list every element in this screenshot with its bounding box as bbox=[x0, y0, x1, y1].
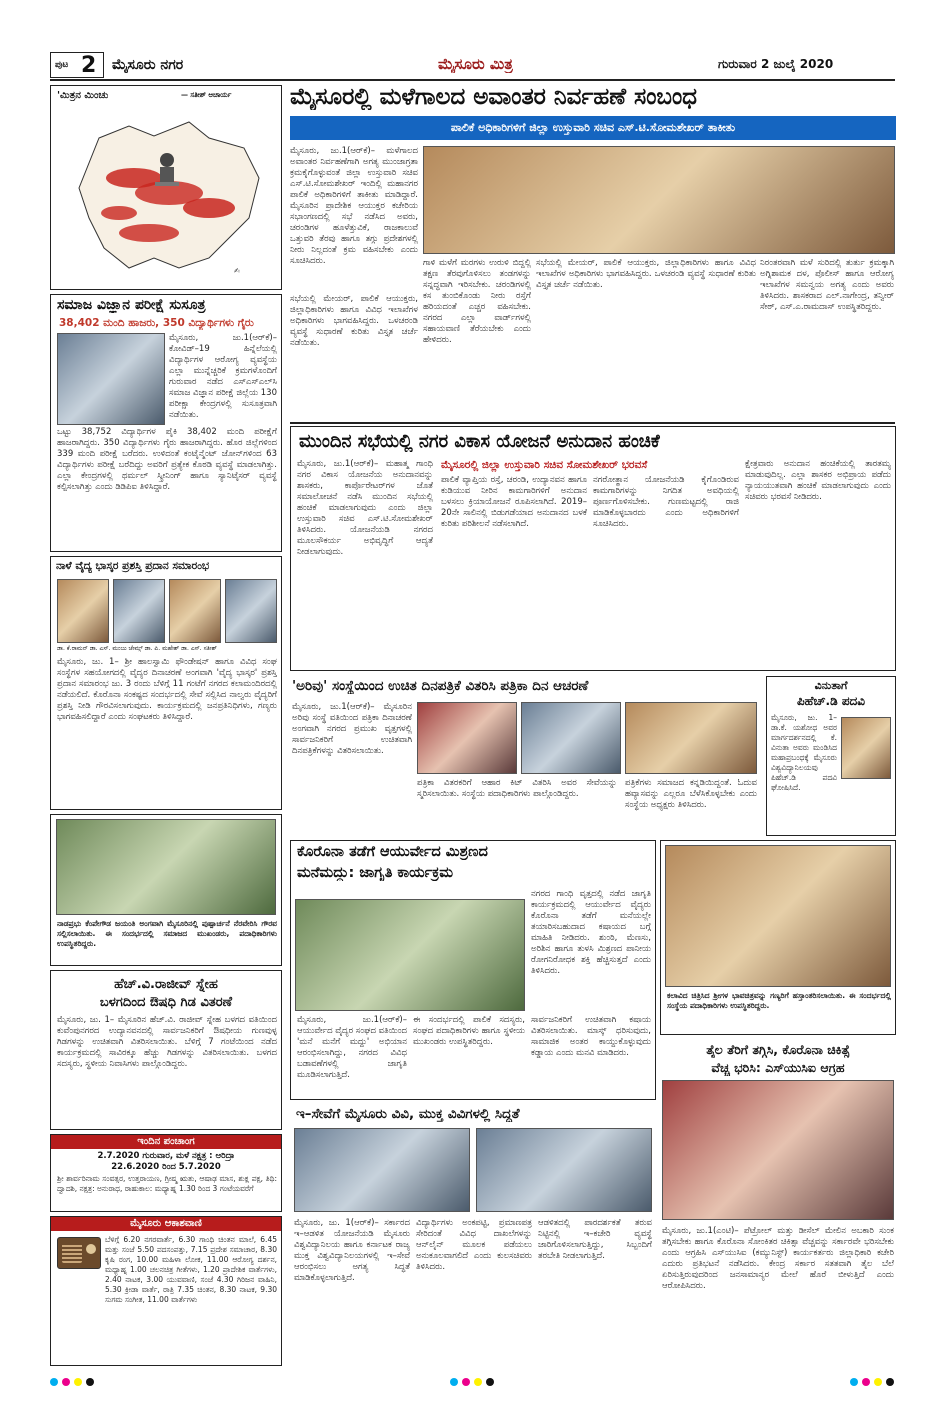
phd-body: ಮೈಸೂರು, ಜು. 1– ಡಾ.ಕೆ. ಯಶೋಧ ಅವರ ಮಾರ್ಗದರ್ಶನದಲ್ಲಿ ಕೆ. ವಿನುತಾ ಅವರು ಮಂಡಿಸಿದ ಮಹಾಪ್ರಬಂಧಕ್ಕೆ ಮೈಸೂರು ವಿಶ್ವವಿದ್ಯಾನಿಲಯವು ಪಿಹೆಚ್.ಡಿ ಪದವಿ ಘೋಷಿಸಿದೆ. bbox=[771, 713, 837, 792]
rajeev-headline-1: ಹೆಚ್.ವಿ.ರಾಜೀವ್ ಸ್ನೇಹ bbox=[114, 977, 218, 992]
phd-headline-2: ಪಿಹೆಚ್.ಡಿ ಪದವಿ bbox=[796, 694, 866, 708]
rajeev-story bbox=[50, 970, 282, 1130]
cartoon-box bbox=[50, 85, 282, 290]
lead-body-1b: ಸಭೆಯಲ್ಲಿ ಮೇಯರ್, ಪಾಲಿಕೆ ಆಯುಕ್ತರು, ಜಿಲ್ಲಾಧಿಕಾರಿಗಳು ಹಾಗೂ ವಿವಿಧ ಇಲಾಖೆಗಳ ಅಧಿಕಾರಿಗಳು ಭಾಗವಹಿಸಿದ್ದರು. ಒಳಚರಂಡಿ ವ್ಯವಸ್ಥೆ ಸುಧಾರಣೆ ಕುರಿತು ವಿಸ್ತೃತ ಚರ್ಚೆ ನಡೆಯಿತು. bbox=[290, 294, 418, 348]
arivu-headline: 'ಅರಿವು' ಸಂಸ್ಥೆಯಿಂದ ಉಚಿತ ದಿನಪತ್ರಿಕೆ ವಿತರಿಸಿ ಪತ್ರಿಕಾ ದಿನ ಆಚರಣೆ bbox=[292, 678, 589, 694]
section-title: ಮೈಸೂರು ನಗರ bbox=[112, 57, 184, 73]
rajeev-headline-2: ಬಳಗದಿಂದ ಔಷಧಿ ಗಿಡ ವಿತರಣೆ bbox=[99, 995, 233, 1010]
ayur-headline-1: ಕೊರೊನಾ ತಡೆಗೆ ಆಯುರ್ವೇದ ಮಿಶ್ರಣದ bbox=[297, 844, 488, 860]
award-body: ಮೈಸೂರು, ಜು. 1– ಶ್ರೀ ಹಾಲಸ್ವಾಮಿ ಫೌಂಡೇಷನ್ ಹಾಗೂ ವಿವಿಧ ಸಂಘ ಸಂಸ್ಥೆಗಳ ಸಹಯೋಗದಲ್ಲಿ ವೈದ್ಯರ ದಿನಾಚರಣೆ ಅಂಗವಾಗಿ 'ವೈದ್ಯ ಭಾಸ್ಕರ' ಪ್ರಶಸ್ತಿ ಪ್ರದಾನ ಸಮಾರಂಭ ಜು. 3 ರಂದು ಬೆಳಿಗ್ಗೆ 11 ಗಂಟೆಗೆ ನಗರದ ಕಲಾಮಂದಿರದಲ್ಲಿ ನಡೆಯಲಿದೆ. ಕೊರೊನಾ ಸಂಕಷ್ಟದ ಸಂದರ್ಭದಲ್ಲಿ ಸೇವೆ ಸಲ್ಲಿಸಿದ ನಾಲ್ವರು ವೈದ್ಯರಿಗೆ ಪ್ರಶಸ್ತಿ ನೀಡಿ ಗೌರವಿಸಲಾಗುವುದು. ಕಾರ್ಯಕ್ರಮದಲ್ಲಿ ಜನಪ್ರತಿನಿಧಿಗಳು, ಗಣ್ಯರು ಭಾಗವಹಿಸಲಿದ್ದಾರೆ ಎಂದು ಸಂಘಟಕರು ತಿಳಿಸಿದ್ದಾರೆ. bbox=[57, 657, 277, 722]
page-number-box bbox=[50, 52, 104, 78]
svg-text:✍: ✍ bbox=[234, 267, 240, 275]
eseva-body-3: ಆಡಳಿತದಲ್ಲಿ ಪಾರದರ್ಶಕತೆ ತರುವ ನಿಟ್ಟಿನಲ್ಲಿ ಇ–ಕಚೇರಿ ವ್ಯವಸ್ಥೆ ಜಾರಿಗೊಳಿಸಲಾಗುತ್ತಿದ್ದು, ಸಿಬ್ಬಂದಿಗೆ ತರಬೇತಿ ನೀಡಲಾಗುತ್ತಿದೆ. bbox=[538, 1218, 652, 1261]
arivu-photo-1 bbox=[417, 702, 517, 774]
ayur-headline-2: ಮನೆಮದ್ದು: ಜಾಗೃತಿ ಕಾರ್ಯಕ್ರಮ bbox=[297, 865, 454, 881]
exam-body-1: ಮೈಸೂರು, ಜು.1(ಆರ್‌ಕೆ)– ಕೋವಿಡ್–19 ಹಿನ್ನೆಲೆಯಲ್ಲಿ ವಿದ್ಯಾರ್ಥಿಗಳ ಆರೋಗ್ಯ ವ್ಯವಸ್ಥೆಯ ಎಲ್ಲಾ ಮುನ್ನೆಚ್ಚರಿಕೆ ಕ್ರಮಗಳೊಂದಿಗೆ ಗುರುವಾರ ನಡೆದ ಎಸ್‌ಎಸ್‌ಎಲ್‌ಸಿ ಸಮಾಜ ವಿಜ್ಞಾನ ಪರೀಕ್ಷೆ ಜಿಲ್ಲೆಯ 130 ಪರೀಕ್ಷಾ ಕೇಂದ್ರಗಳಲ್ಲಿ ಸುಸೂತ್ರವಾಗಿ ನಡೆಯಿತು. bbox=[169, 333, 277, 420]
ayur-body-1: ನಗರದ ಗಾಂಧಿ ವೃತ್ತದಲ್ಲಿ ನಡೆದ ಜಾಗೃತಿ ಕಾರ್ಯಕ್ರಮದಲ್ಲಿ ಆಯುರ್ವೇದ ವೈದ್ಯರು ಕೊರೊನಾ ತಡೆಗೆ ಮನೆಯಲ್ಲೇ ತಯಾರಿಸಬಹುದಾದ ಕಷಾಯದ ಬಗ್ಗೆ ಮಾಹಿತಿ ನೀಡಿದರು. ಶುಂಠಿ, ಮೆಣಸು, ಅರಿಶಿನ ಹಾಗೂ ತುಳಸಿ ಮಿಶ್ರಣದ ಪಾನೀಯ ರೋಗನಿರೋಧಕ ಶಕ್ತಿ ಹೆಚ್ಚಿಸುತ್ತದೆ ಎಂದು ತಿಳಿಸಿದರು. bbox=[531, 889, 651, 976]
group-photo-caption: ನಾಡಪ್ರಭು ಕೆಂಪೇಗೌಡ ಜಯಂತಿ ಅಂಗವಾಗಿ ಮೈಸೂರಿನಲ್ಲಿ ಪುಷ್ಪಾರ್ಚನೆ ನೆರವೇರಿಸಿ ಗೌರವ ಸಲ್ಲಿಸಲಾಯಿತು. ಈ ಸಂದರ್ಭದಲ್ಲಿ ಸಮಾಜದ ಮುಖಂಡರು, ಪದಾಧಿಕಾರಿಗಳು ಉಪಸ್ಥಿತರಿದ್ದರು. bbox=[57, 919, 277, 948]
exam-story bbox=[50, 294, 282, 552]
oil-body: ಮೈಸೂರು, ಜು.1(ಎಂಟಿ)– ಪೆಟ್ರೋಲ್ ಮತ್ತು ಡೀಸೆಲ್ ಮೇಲಿನ ಅಬಕಾರಿ ಸುಂಕ ತಗ್ಗಿಸಬೇಕು ಹಾಗೂ ಕೊರೊನಾ ಸೋಂಕಿತರ ಚಿಕಿತ್ಸಾ ವೆಚ್ಚವನ್ನು ಸರ್ಕಾರವೇ ಭರಿಸಬೇಕು ಎಂದು ಆಗ್ರಹಿಸಿ ಎಸ್‌ಯುಸಿಐ (ಕಮ್ಯುನಿಸ್ಟ್) ಕಾರ್ಯಕರ್ತರು ಜಿಲ್ಲಾಧಿಕಾರಿ ಕಚೇರಿ ಎದುರು ಪ್ರತಿಭಟನೆ ನಡೆಸಿದರು. ಕೇಂದ್ರ ಸರ್ಕಾರ ಸತತವಾಗಿ ತೈಲ ಬೆಲೆ ಏರಿಸುತ್ತಿರುವುದರಿಂದ ಜನಸಾಮಾನ್ಯರ ಮೇಲೆ ಹೊರೆ ಬೀಳುತ್ತಿದೆ ಎಂದು ಆರೋಪಿಸಿದರು. bbox=[662, 1226, 894, 1291]
arivu-body-2: ಪತ್ರಿಕಾ ವಿತರಕರಿಗೆ ಆಹಾರ ಕಿಟ್ ವಿತರಿಸಿ ಅವರ ಸೇವೆಯನ್ನು ಸ್ಮರಿಸಲಾಯಿತು. ಸಂಸ್ಥೆಯ ಪದಾಧಿಕಾರಿಗಳು ಪಾಲ್ಗೊಂಡಿದ್ದರು. bbox=[417, 778, 617, 799]
portrait-photo bbox=[665, 845, 891, 987]
oil-headline-2: ವೆಚ್ಚ ಭರಿಸಿ: ಎಸ್‌ಯುಸಿಐ ಆಗ್ರಹ bbox=[711, 1060, 845, 1075]
arivu-photo-2 bbox=[521, 702, 621, 774]
dev-body-2: ಪಾಲಿಕೆ ವ್ಯಾಪ್ತಿಯ ರಸ್ತೆ, ಚರಂಡಿ, ಉದ್ಯಾನವನ ಹಾಗೂ ಕುಡಿಯುವ ನೀರಿನ ಕಾಮಗಾರಿಗಳಿಗೆ ಅನುದಾನ ಬಳಸಲು ಕ್ರಿಯಾಯೋಜನೆ ರೂಪಿಸಲಾಗಿದೆ. 2019–20ನೇ ಸಾಲಿನಲ್ಲಿ ಬಿಡುಗಡೆಯಾದ ಅನುದಾನದ ಬಳಕೆ ಕುರಿತು ಪರಿಶೀಲನೆ ನಡೆಸಲಾಗಿದೆ. bbox=[441, 475, 587, 529]
dev-subhead: ಮೈಸೂರಲ್ಲಿ ಜಿಲ್ಲಾ ಉಸ್ತುವಾರಿ ಸಚಿವ ಸೋಮಶೇಖರ್ ಭರವಸೆ bbox=[441, 459, 648, 471]
eseva-photo-2 bbox=[476, 1128, 652, 1212]
cartoon-artist: — ಸತೀಶ್ ಆಚಾರ್ಯ bbox=[181, 91, 232, 99]
page-header bbox=[50, 52, 895, 78]
award-photo-3 bbox=[169, 579, 221, 643]
award-photo-2 bbox=[113, 579, 165, 643]
portrait-caption: ಕಲಾವಿದ ಚಿತ್ರಿಸಿದ ಶ್ರೀಗಳ ಭಾವಚಿತ್ರವನ್ನು ಗಣ್ಯರಿಗೆ ಹಸ್ತಾಂತರಿಸಲಾಯಿತು. ಈ ಸಂದರ್ಭದಲ್ಲಿ ಸಂಸ್ಥೆಯ ಪದಾಧಿಕಾರಿಗಳು ಉಪಸ್ಥಿತರಿದ್ದರು. bbox=[667, 991, 891, 1010]
lead-rule bbox=[290, 422, 895, 424]
eseva-story bbox=[290, 1104, 656, 1370]
lead-photo bbox=[423, 146, 895, 254]
panchanga-line-1: 2.7.2020 ಗುರುವಾರ, ಮಳೆ ನಕ್ಷತ್ರ : ಆರಿದ್ರಾ bbox=[97, 1151, 235, 1161]
arivu-body-3: ಪತ್ರಿಕೆಗಳು ಸಮಾಜದ ಕನ್ನಡಿಯಿದ್ದಂತೆ. ಓದುವ ಹವ್ಯಾಸವನ್ನು ಎಲ್ಲರೂ ಬೆಳೆಸಿಕೊಳ್ಳಬೇಕು ಎಂದು ಸಂಸ್ಥೆಯ ಅಧ್ಯಕ್ಷರು ತಿಳಿಸಿದರು. bbox=[625, 778, 757, 810]
award-story bbox=[50, 556, 282, 810]
ayur-body-2: ಸಾರ್ವಜನಿಕರಿಗೆ ಉಚಿತವಾಗಿ ಕಷಾಯ ವಿತರಿಸಲಾಯಿತು. ಮಾಸ್ಕ್ ಧರಿಸುವುದು, ಸಾಮಾಜಿಕ ಅಂತರ ಕಾಯ್ದುಕೊಳ್ಳುವುದು ಕಡ್ಡಾಯ ಎಂದು ಮನವಿ ಮಾಡಿದರು. bbox=[531, 1015, 651, 1058]
exam-photo bbox=[57, 333, 165, 425]
radio-body: ಬೆಳಿಗ್ಗೆ 6.20 ನಗರವಾರ್ತೆ, 6.30 ಗಾಂಧಿ ಚಿಂತನ ಮಾಲೆ, 6.45 ಮತ್ತು ಸಂಜೆ 5.50 ಪದಸಂಪತ್ತು, 7.15 ಪ್ರದೇಶ ಸಮಾಚಾರ, 8.30 ಕೃಷಿ ರಂಗ, 10.00 ಮಹಿಳಾ ಲೋಕ, 11.00 ಆರೋಗ್ಯ ದರ್ಶನ, ಮಧ್ಯಾಹ್ನ 1.00 ಚಲನಚಿತ್ರ ಗೀತೆಗಳು, 1.20 ಪ್ರಾದೇಶಿಕ ವಾರ್ತೆಗಳು, 2.40 ನಾಟಕ, 3.00 ಯುವವಾಣಿ, ಸಂಜೆ 4.30 ಗಿರಿಜನ ವಾಹಿನಿ, 5.30 ಕ್ರೀಡಾ ವಾರ್ತೆ, ರಾತ್ರಿ 7.35 ಚಿಂತನ, 8.30 ನಾಟಕ, 9.30 ಸುಗಮ ಸಂಗೀತ, 11.00 ವಾರ್ತೆಗಳು bbox=[105, 1235, 277, 1304]
dev-body-1: ಮೈಸೂರು, ಜು.1(ಆರ್‌ಕೆ)– ಮಹಾತ್ಮ ಗಾಂಧಿ ನಗರ ವಿಕಾಸ ಯೋಜನೆಯ ಅನುದಾನವನ್ನು ಶಾಸಕರು, ಕಾರ್ಪೊರೇಟರ್‌ಗಳ ಜೊತೆ ಸಮಾಲೋಚನೆ ನಡೆಸಿ ಮುಂದಿನ ಸಭೆಯಲ್ಲಿ ಹಂಚಿಕೆ ಮಾಡಲಾಗುವುದು ಎಂದು ಜಿಲ್ಲಾ ಉಸ್ತುವಾರಿ ಸಚಿವ ಎಸ್.ಟಿ.ಸೋಮಶೇಖರ್ ತಿಳಿಸಿದರು. ಯೋಜನೆಯಡಿ ನಗರದ ಮೂಲಸೌಕರ್ಯ ಅಭಿವೃದ್ಧಿಗೆ ಆದ್ಯತೆ ನೀಡಲಾಗುವುದು. bbox=[297, 459, 433, 557]
exam-headline: ಸಮಾಜ ವಿಜ್ಞಾನ ಪರೀಕ್ಷೆ ಸುಸೂತ್ರ bbox=[57, 297, 206, 313]
phd-story bbox=[766, 676, 896, 836]
cartoon-title: 'ಮಿತ್ರನ ಮಿಂಚು bbox=[57, 90, 109, 101]
dev-body-4: ಕ್ಷೇತ್ರವಾರು ಅನುದಾನ ಹಂಚಿಕೆಯಲ್ಲಿ ತಾರತಮ್ಯ ಮಾಡುವುದಿಲ್ಲ. ಎಲ್ಲಾ ಶಾಸಕರ ಅಭಿಪ್ರಾಯ ಪಡೆದು ನ್ಯಾಯಯುತವಾಗಿ ಹಂಚಿಕೆ ಮಾಡಲಾಗುವುದು ಎಂದು ಸಚಿವರು ಭರವಸೆ ನೀಡಿದರು. bbox=[745, 459, 891, 502]
award-photo-4 bbox=[225, 579, 277, 643]
dev-body-3: ನಗರೋತ್ಥಾನ ಯೋಜನೆಯಡಿ ಕೈಗೊಂಡಿರುವ ಕಾಮಗಾರಿಗಳನ್ನು ನಿಗದಿತ ಅವಧಿಯಲ್ಲಿ ಪೂರ್ಣಗೊಳಿಸಬೇಕು. ಗುಣಮಟ್ಟದಲ್ಲಿ ರಾಜಿ ಮಾಡಿಕೊಳ್ಳಬಾರದು ಎಂದು ಅಧಿಕಾರಿಗಳಿಗೆ ಸೂಚಿಸಿದರು. bbox=[593, 475, 739, 529]
lead-body-2: ಗಾಳಿ ಮಳೆಗೆ ಮರಗಳು ಉರುಳಿ ಬಿದ್ದಲ್ಲಿ ತಕ್ಷಣ ತೆರವುಗೊಳಿಸಲು ತಂಡಗಳನ್ನು ಸನ್ನದ್ಧವಾಗಿ ಇರಿಸಬೇಕು. ಚರಂಡಿಗಳಲ್ಲಿ ಕಸ ತುಂಬಿಕೊಂಡು ನೀರು ರಸ್ತೆಗೆ ಹರಿಯದಂತೆ ಎಚ್ಚರ ವಹಿಸಬೇಕು. ನಗರದ ಎಲ್ಲಾ ವಾರ್ಡ್‌ಗಳಲ್ಲಿ ಸಹಾಯವಾಣಿ ತೆರೆಯಬೇಕು ಎಂದು ಹೇಳಿದರು. bbox=[423, 258, 531, 345]
lead-body-1: ಮೈಸೂರು, ಜು.1(ಆರ್‌ಕೆ)– ಮಳೆಗಾಲದ ಅವಾಂತರ ನಿರ್ವಹಣೆಗಾಗಿ ಅಗತ್ಯ ಮುಂಜಾಗ್ರತಾ ಕ್ರಮಕೈಗೊಳ್ಳುವಂತೆ ಜಿಲ್ಲಾ ಉಸ್ತುವಾರಿ ಸಚಿವ ಎಸ್.ಟಿ.ಸೋಮಶೇಖರ್ ಇಂದಿಲ್ಲಿ ಮಹಾನಗರ ಪಾಲಿಕೆ ಅಧಿಕಾರಿಗಳಿಗೆ ತಾಕೀತು ಮಾಡಿದ್ದಾರೆ. ಮೈಸೂರಿನ ಪ್ರಾದೇಶಿಕ ಆಯುಕ್ತರ ಕಚೇರಿಯ ಸಭಾಂಗಣದಲ್ಲಿ ಸಭೆ ನಡೆಸಿದ ಅವರು, ಚರಂಡಿಗಳ ಹೂಳೆತ್ತುವಿಕೆ, ರಾಜಕಾಲುವೆ ಒತ್ತುವರಿ ತೆರವು ಹಾಗೂ ತಗ್ಗು ಪ್ರದೇಶಗಳಲ್ಲಿ ನೀರು ನಿಲ್ಲದಂತೆ ಕ್ರಮ ವಹಿಸಬೇಕು ಎಂದು ಸೂಚಿಸಿದರು. bbox=[290, 146, 418, 266]
eseva-headline: ಇ–ಸೇವೆಗೆ ಮೈಸೂರು ವಿವಿ, ಮುಕ್ತ ವಿವಿಗಳಲ್ಲಿ ಸಿದ್ಧತೆ bbox=[296, 1106, 520, 1122]
award-names: ಡಾ. ಕೆ.ರಾಮನ್ ಡಾ. ಎಸ್. ಮಂಜು ಜೇಮ್ಸ್ ಡಾ. ಪಿ. ಮಹೇಶ್ ಡಾ. ಎಸ್. ಸತೀಶ್ bbox=[57, 645, 217, 652]
arivu-story bbox=[290, 676, 760, 836]
cartoon-illustration bbox=[59, 108, 275, 286]
phd-photo bbox=[841, 717, 891, 779]
color-registration-bar bbox=[50, 1376, 895, 1388]
exam-subhead: 38,402 ಮಂದಿ ಹಾಜರು, 350 ವಿದ್ಯಾರ್ಥಿಗಳು ಗೈರು bbox=[59, 317, 254, 329]
arivu-photo-3 bbox=[625, 702, 757, 774]
page-label: ಪುಟ bbox=[55, 60, 69, 70]
radio-title: ಮೈಸೂರು ಆಕಾಶವಾಣಿ bbox=[51, 1217, 281, 1231]
group-photo bbox=[56, 819, 276, 915]
oil-photo bbox=[662, 1080, 894, 1220]
exam-body-2: ಒಟ್ಟು 38,752 ವಿದ್ಯಾರ್ಥಿಗಳ ಪೈಕಿ 38,402 ಮಂದಿ ಪರೀಕ್ಷೆಗೆ ಹಾಜರಾಗಿದ್ದರು. 350 ವಿದ್ಯಾರ್ಥಿಗಳು ಗೈರು ಹಾಜರಾಗಿದ್ದರು. ಹೊರ ಜಿಲ್ಲೆಗಳಿಂದ 339 ಮಂದಿ ಪರೀಕ್ಷೆ ಬರೆದರು. ಉಳಿದಂತೆ ಕಂಟೈನ್ಮೆಂಟ್ ಜೋನ್‌ಗಳಿಂದ 63 ವಿದ್ಯಾರ್ಥಿಗಳು ಪರೀಕ್ಷೆ ಬರೆದಿದ್ದು ಅವರಿಗೆ ಪ್ರತ್ಯೇಕ ಕೊಠಡಿ ವ್ಯವಸ್ಥೆ ಮಾಡಲಾಗಿತ್ತು. ಎಲ್ಲಾ ಕೇಂದ್ರಗಳಲ್ಲಿ ಥರ್ಮಲ್ ಸ್ಕ್ರೀನಿಂಗ್ ಹಾಗೂ ಸ್ಯಾನಿಟೈಸರ್ ವ್ಯವಸ್ಥೆ ಕಲ್ಪಿಸಲಾಗಿತ್ತು ಎಂದು ಡಿಡಿಪಿಐ ತಿಳಿಸಿದ್ದಾರೆ. bbox=[57, 427, 277, 492]
oil-story bbox=[660, 1040, 896, 1370]
eseva-body-1: ಮೈಸೂರು, ಜು. 1(ಆರ್‌ಕೆ)– ಸರ್ಕಾರದ ಇ–ಆಡಳಿತ ಯೋಜನೆಯಡಿ ಮೈಸೂರು ವಿಶ್ವವಿದ್ಯಾನಿಲಯ ಹಾಗೂ ಕರ್ನಾಟಕ ರಾಜ್ಯ ಮುಕ್ತ ವಿಶ್ವವಿದ್ಯಾನಿಲಯಗಳಲ್ಲಿ ಇ–ಸೇವೆ ಆರಂಭಿಸಲು ಅಗತ್ಯ ಸಿದ್ಧತೆ ಮಾಡಿಕೊಳ್ಳಲಾಗುತ್ತಿದೆ. bbox=[294, 1218, 410, 1283]
dev-headline: ಮುಂದಿನ ಸಭೆಯಲ್ಲಿ ನಗರ ವಿಕಾಸ ಯೋಜನೆ ಅನುದಾನ ಹಂಚಿಕೆ bbox=[299, 431, 660, 452]
lead-body-4: ನಿರಂತರವಾಗಿ ಮಳೆ ಸುರಿದಲ್ಲಿ ತುರ್ತು ಕ್ರಮಕ್ಕಾಗಿ ಅಗ್ನಿಶಾಮಕ ದಳ, ಪೊಲೀಸ್ ಹಾಗೂ ಆರೋಗ್ಯ ಇಲಾಖೆಗಳ ಸಮನ್ವಯ ಅಗತ್ಯ ಎಂದು ಅವರು ತಿಳಿಸಿದರು. ಶಾಸಕರಾದ ಎಲ್.ನಾಗೇಂದ್ರ, ತನ್ವೀರ್ ಸೇಠ್, ಎಸ್.ಎ.ರಾಮದಾಸ್ ಉಪಸ್ಥಿತರಿದ್ದರು. bbox=[760, 258, 894, 312]
phd-headline-1: ವಿನುತಾಗೆ bbox=[814, 679, 848, 692]
award-headline: ನಾಳೆ ವೈದ್ಯ ಭಾಸ್ಕರ ಪ್ರಶಸ್ತಿ ಪ್ರದಾನ ಸಮಾರಂಭ bbox=[56, 560, 210, 572]
oil-headline-1: ತೈಲ ತೆರಿಗೆ ತಗ್ಗಿಸಿ, ಕೊರೊನಾ ಚಿಕಿತ್ಸೆ bbox=[706, 1042, 850, 1057]
arivu-body-1: ಮೈಸೂರು, ಜು.1(ಆರ್‌ಕೆ)– ಮೈಸೂರಿನ ಅರಿವು ಸಂಸ್ಥೆ ವತಿಯಿಂದ ಪತ್ರಿಕಾ ದಿನಾಚರಣೆ ಅಂಗವಾಗಿ ನಗರದ ಪ್ರಮುಖ ವೃತ್ತಗಳಲ್ಲಿ ಸಾರ್ವಜನಿಕರಿಗೆ ಉಚಿತವಾಗಿ ದಿನಪತ್ರಿಕೆಗಳನ್ನು ವಿತರಿಸಲಾಯಿತು. bbox=[292, 702, 412, 756]
page-number: 2 bbox=[81, 53, 97, 78]
eseva-photo-1 bbox=[294, 1128, 470, 1212]
lead-headline: ಮೈಸೂರಲ್ಲಿ ಮಳೆಗಾಲದ ಅವಾಂತರ ನಿರ್ವಹಣೆ ಸಂಬಂಧ bbox=[290, 84, 698, 110]
radio-icon bbox=[57, 1237, 101, 1269]
ayur-photo bbox=[295, 899, 525, 1011]
ayur-body-3: ಮೈಸೂರು, ಜು.1(ಆರ್‌ಕೆ)– ಆಯುರ್ವೇದ ವೈದ್ಯರ ಸಂಘದ ವತಿಯಿಂದ 'ಮನೆ ಮನೆಗೆ ಮದ್ದು' ಅಭಿಯಾನ ಆರಂಭಿಸಲಾಗಿದ್ದು, ನಗರದ ವಿವಿಧ ಬಡಾವಣೆಗಳಲ್ಲಿ ಜಾಗೃತಿ ಮೂಡಿಸಲಾಗುತ್ತಿದೆ. bbox=[297, 1015, 407, 1080]
ayur-story bbox=[290, 840, 656, 1100]
panchanga-box bbox=[50, 1134, 282, 1212]
panchanga-title: ಇಂದಿನ ಪಂಚಾಂಗ bbox=[51, 1135, 281, 1149]
masthead: ಮೈಸೂರು ಮಿತ್ರ bbox=[438, 55, 513, 73]
group-photo-box bbox=[50, 814, 282, 966]
lead-subhead: ಪಾಲಿಕೆ ಅಧಿಕಾರಿಗಳಿಗೆ ಜಿಲ್ಲಾ ಉಸ್ತುವಾರಿ ಸಚಿವ ಎಸ್.ಟಿ.ಸೋಮಶೇಖರ್ ತಾಕೀತು bbox=[290, 116, 896, 140]
dev-story bbox=[290, 426, 896, 671]
rajeev-body: ಮೈಸೂರು, ಜು. 1– ಮೈಸೂರಿನ ಹೆಚ್.ವಿ. ರಾಜೀವ್ ಸ್ನೇಹ ಬಳಗದ ವತಿಯಿಂದ ಕುವೆಂಪುನಗರದ ಉದ್ಯಾನವನದಲ್ಲಿ ಸಾರ್ವಜನಿಕರಿಗೆ ಔಷಧೀಯ ಗುಣವುಳ್ಳ ಗಿಡಗಳನ್ನು ಉಚಿತವಾಗಿ ವಿತರಿಸಲಾಯಿತು. ಬೆಳಿಗ್ಗೆ 7 ಗಂಟೆಯಿಂದ ನಡೆದ ಕಾರ್ಯಕ್ರಮದಲ್ಲಿ ಸಾವಿರಕ್ಕೂ ಹೆಚ್ಚು ಗಿಡಗಳನ್ನು ವಿತರಿಸಲಾಯಿತು. ಬಳಗದ ಸದಸ್ಯರು, ಸ್ಥಳೀಯ ನಿವಾಸಿಗಳು ಪಾಲ್ಗೊಂಡಿದ್ದರು. bbox=[57, 1015, 277, 1069]
ayur-body-4: ಈ ಸಂದರ್ಭದಲ್ಲಿ ಪಾಲಿಕೆ ಸದಸ್ಯರು, ಸಂಘದ ಪದಾಧಿಕಾರಿಗಳು ಹಾಗೂ ಸ್ಥಳೀಯ ಮುಖಂಡರು ಉಪಸ್ಥಿತರಿದ್ದರು. bbox=[413, 1015, 525, 1047]
date-line: ಗುರುವಾರ 2 ಜುಲೈ 2020 bbox=[718, 57, 834, 71]
panchanga-body: ಶ್ರೀ ಶಾರ್ವರಿನಾಮ ಸಂವತ್ಸರ, ಉತ್ತರಾಯಣ, ಗ್ರೀಷ್ಮ ಋತು, ಆಷಾಢ ಮಾಸ, ಶುಕ್ಲ ಪಕ್ಷ, ತಿಥಿ: ದ್ವಾದಶಿ, ನಕ್ಷತ್ರ: ಅನುರಾಧ, ರಾಹುಕಾಲ: ಮಧ್ಯಾಹ್ನ 1.30 ರಿಂದ 3 ಗಂಟೆಯವರೆಗೆ bbox=[57, 1174, 277, 1193]
eseva-body-2: ವಿದ್ಯಾರ್ಥಿಗಳು ಅಂಕಪಟ್ಟಿ, ಪ್ರಮಾಣಪತ್ರ ಸೇರಿದಂತೆ ವಿವಿಧ ದಾಖಲೆಗಳನ್ನು ಆನ್‌ಲೈನ್ ಮೂಲಕ ಪಡೆಯಲು ಅನುಕೂಲವಾಗಲಿದೆ ಎಂದು ಕುಲಸಚಿವರು ತಿಳಿಸಿದರು. bbox=[416, 1218, 532, 1272]
lead-body-3: ಸಭೆಯಲ್ಲಿ ಮೇಯರ್, ಪಾಲಿಕೆ ಆಯುಕ್ತರು, ಜಿಲ್ಲಾಧಿಕಾರಿಗಳು ಹಾಗೂ ವಿವಿಧ ಇಲಾಖೆಗಳ ಅಧಿಕಾರಿಗಳು ಭಾಗವಹಿಸಿದ್ದರು. ಒಳಚರಂಡಿ ವ್ಯವಸ್ಥೆ ಸುಧಾರಣೆ ಕುರಿತು ವಿಸ್ತೃತ ಚರ್ಚೆ ನಡೆಯಿತು. bbox=[536, 258, 756, 290]
portrait-box bbox=[660, 840, 896, 1035]
header-rule bbox=[50, 79, 895, 81]
radio-box bbox=[50, 1216, 282, 1366]
award-photo-1 bbox=[57, 579, 109, 643]
panchanga-line-2: 22.6.2020 ರಿಂದ 5.7.2020 bbox=[111, 1162, 221, 1172]
